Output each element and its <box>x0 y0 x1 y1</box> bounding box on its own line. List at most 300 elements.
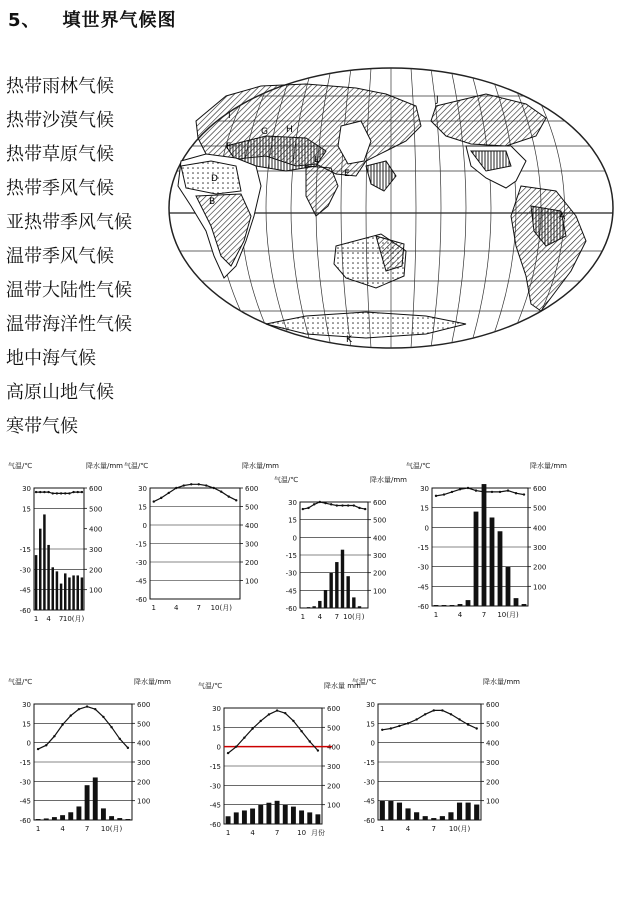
precip-bar <box>329 573 332 608</box>
climate-type-item: 热带雨林气候 <box>6 76 114 97</box>
x-tick-label: 4 <box>457 611 463 619</box>
temperature-point <box>102 716 104 718</box>
left-tick-label: -45 <box>19 586 31 595</box>
left-tick-label: 0 <box>370 739 375 748</box>
climate-chart-figure <box>350 672 520 842</box>
world-climate-map <box>166 66 616 351</box>
precip-bar <box>56 571 59 610</box>
right-tick-label: 500 <box>486 720 500 729</box>
right-tick-label: 300 <box>89 546 103 554</box>
temperature-point <box>268 713 270 715</box>
temperature-point <box>309 740 311 742</box>
x-tick-label: 7 <box>196 604 201 612</box>
x-tick-label: 1 <box>380 825 385 833</box>
temperature-point <box>499 491 501 493</box>
temperature-point <box>515 492 517 494</box>
precip-bar <box>39 529 42 610</box>
x-tick-label: 10(月) <box>210 604 232 612</box>
temperature-point <box>336 504 338 506</box>
x-tick-label: 1 <box>433 611 439 619</box>
map-label: A <box>559 212 566 222</box>
temperature-point <box>476 727 478 729</box>
temperature-point <box>220 491 222 493</box>
left-tick-label: 0 <box>292 534 297 543</box>
right-tick-label: 100 <box>327 801 341 810</box>
right-tick-label: 600 <box>327 705 341 713</box>
right-tick-label: 400 <box>486 739 500 748</box>
right-tick-label: 300 <box>245 540 259 549</box>
temperature-point <box>398 725 400 727</box>
precip-bar <box>388 801 393 820</box>
precip-bar <box>397 803 402 820</box>
left-tick-label: -15 <box>209 763 221 771</box>
climate-chart-3 <box>272 470 407 630</box>
precip-bar <box>352 597 355 608</box>
right-tick-label: 200 <box>486 778 500 787</box>
x-tick-label: 7 <box>274 829 280 837</box>
right-tick-label: 200 <box>533 563 547 572</box>
left-tick-label: -15 <box>135 540 147 549</box>
temperature-point <box>77 491 79 493</box>
left-tick-label: 15 <box>366 720 375 729</box>
left-tick-label: -45 <box>209 801 221 810</box>
x-tick-label: 4 <box>46 615 51 623</box>
temperature-point <box>475 489 477 491</box>
left-tick-label: -30 <box>209 782 221 791</box>
left-tick-label: 30 <box>22 485 31 493</box>
x-tick-label: 月份 <box>311 829 325 837</box>
precip-bar <box>341 550 344 608</box>
climate-chart-figure <box>272 470 407 630</box>
precip-bar <box>44 818 49 820</box>
temperature-point <box>153 500 155 502</box>
left-tick-label: -30 <box>19 778 31 787</box>
precip-bar <box>458 604 463 606</box>
temperature-point <box>78 708 80 710</box>
precip-bar <box>266 803 271 824</box>
climate-type-item: 地中海气候 <box>6 348 96 369</box>
precip-bar <box>258 805 263 824</box>
left-tick-label: 15 <box>288 516 297 525</box>
left-axis-title: 气温/℃ <box>8 462 33 470</box>
climate-chart-5 <box>6 672 171 842</box>
temperature-point <box>435 495 437 497</box>
precip-bar <box>60 815 65 820</box>
temperature-point <box>523 493 525 495</box>
right-tick-label: 100 <box>89 586 103 595</box>
section-heading: 填世界气候图 <box>62 10 177 31</box>
precip-bar <box>68 812 73 820</box>
left-tick-label: -60 <box>363 817 375 825</box>
temperature-point <box>467 723 469 725</box>
left-tick-label: 15 <box>138 503 147 512</box>
left-tick-label: 30 <box>288 499 297 507</box>
right-tick-label: 600 <box>533 485 547 493</box>
x-tick-label: 4 <box>174 604 179 612</box>
left-tick-label: -60 <box>135 596 147 604</box>
left-tick-label: -30 <box>135 559 147 567</box>
left-tick-label: -15 <box>19 759 31 767</box>
climate-chart-6 <box>196 676 361 846</box>
temperature-point <box>183 484 185 486</box>
temperature-point <box>424 713 426 715</box>
temperature-point <box>302 508 304 510</box>
precip-bar <box>76 806 81 820</box>
precip-bar <box>442 605 447 606</box>
temperature-point <box>56 492 58 494</box>
precip-bar <box>307 812 312 824</box>
precip-bar <box>301 607 304 608</box>
precip-bar <box>346 576 349 608</box>
precip-bar <box>522 604 527 606</box>
right-tick-label: 500 <box>373 516 387 525</box>
x-tick-label: 7 <box>431 825 437 833</box>
precip-bar <box>93 777 98 820</box>
x-tick-label: 10(月) <box>497 611 519 619</box>
temperature-point <box>319 501 321 503</box>
x-tick-label: 7 <box>58 615 64 623</box>
right-tick-label: 600 <box>245 485 259 493</box>
precip-bar <box>434 605 439 606</box>
left-axis-title: 气温/℃ <box>274 476 299 484</box>
climate-chart-figure <box>6 456 123 632</box>
left-tick-label: -30 <box>363 778 375 787</box>
left-axis-title: 气温/℃ <box>198 682 223 690</box>
climate-type-list <box>6 70 132 444</box>
left-tick-label: 15 <box>22 720 31 729</box>
temperature-point <box>68 492 70 494</box>
map-label: F <box>226 142 232 152</box>
temperature-point <box>228 495 230 497</box>
temperature-point <box>443 493 445 495</box>
right-tick-label: 400 <box>245 522 259 530</box>
right-tick-label: 200 <box>327 782 341 791</box>
world-map-figure <box>166 66 616 351</box>
right-tick-label: 400 <box>533 524 547 533</box>
temperature-point <box>483 491 485 493</box>
left-tick-label: -60 <box>285 605 297 613</box>
precip-bar <box>514 598 519 606</box>
precip-bar <box>466 803 471 820</box>
temperature-point <box>353 504 355 506</box>
temperature-point <box>60 492 62 494</box>
climate-type-item: 温带季风气候 <box>6 246 114 267</box>
temperature-point <box>175 487 177 489</box>
precip-bar <box>250 809 255 824</box>
temperature-point <box>407 722 409 724</box>
temperature-point <box>390 727 392 729</box>
climate-type-item: 温带大陆性气候 <box>6 280 132 301</box>
right-tick-label: 400 <box>89 525 103 534</box>
temperature-line <box>382 710 476 729</box>
temperature-point <box>260 720 262 722</box>
temperature-point <box>52 492 54 494</box>
precip-bar <box>474 805 479 820</box>
left-tick-label: -60 <box>19 817 31 825</box>
precip-bar <box>440 816 445 820</box>
temperature-point <box>292 720 294 722</box>
temperature-line <box>36 492 82 493</box>
left-tick-label: -45 <box>135 577 147 586</box>
temperature-point <box>324 502 326 504</box>
right-axis-title: 降水量/mm <box>134 678 171 686</box>
temperature-point <box>313 503 315 505</box>
left-axis-title: 气温/℃ <box>8 678 33 686</box>
temperature-point <box>330 503 332 505</box>
left-tick-label: 15 <box>420 504 429 513</box>
x-tick-label: 7 <box>334 613 340 621</box>
climate-type-item: 热带草原气候 <box>6 144 114 165</box>
temperature-point <box>441 709 443 711</box>
temperature-point <box>39 491 41 493</box>
left-tick-label: -60 <box>209 821 221 829</box>
temperature-point <box>45 744 47 746</box>
left-axis-title: 气温/℃ <box>406 462 431 470</box>
x-tick-label: 7 <box>481 611 487 619</box>
x-tick-label: 10(月) <box>343 613 365 621</box>
right-tick-label: 500 <box>245 503 259 512</box>
temperature-point <box>307 507 309 509</box>
x-tick-label: 1 <box>300 613 306 621</box>
temperature-point <box>251 727 253 729</box>
climate-type-item: 寒带气候 <box>6 416 78 437</box>
temperature-point <box>72 491 74 493</box>
left-tick-label: -60 <box>417 603 429 611</box>
temperature-point <box>300 730 302 732</box>
precip-bar <box>312 606 315 608</box>
precip-bar <box>423 816 428 820</box>
precip-bar <box>81 577 84 610</box>
temperature-point <box>235 745 237 747</box>
temperature-point <box>94 708 96 710</box>
temperature-point <box>364 508 366 510</box>
temperature-point <box>227 752 229 754</box>
right-tick-label: 100 <box>245 577 259 586</box>
temperature-point <box>127 747 129 749</box>
climate-type-item: 亚热带季风气候 <box>6 212 132 233</box>
climate-type-item: 温带海洋性气候 <box>6 314 132 335</box>
temperature-point <box>47 491 49 493</box>
right-tick-label: 500 <box>533 504 547 513</box>
temperature-point <box>160 497 162 499</box>
left-tick-label: -30 <box>417 563 429 572</box>
precip-bar <box>506 567 511 606</box>
right-tick-label: 300 <box>373 552 387 560</box>
precip-bar <box>498 531 503 606</box>
precip-bar <box>283 805 288 824</box>
temperature-point <box>213 487 215 489</box>
precip-bar <box>242 810 247 824</box>
precip-bar <box>47 545 50 610</box>
map-label: B <box>209 197 216 207</box>
climate-chart-figure <box>122 456 279 621</box>
temperature-point <box>347 504 349 506</box>
left-tick-label: 0 <box>424 524 429 533</box>
right-axis-title: 降水量/mm <box>86 462 123 470</box>
temperature-point <box>415 718 417 720</box>
precip-bar <box>52 817 57 820</box>
left-tick-label: -45 <box>363 797 375 806</box>
precip-bar <box>299 810 304 824</box>
left-tick-label: -45 <box>285 587 297 596</box>
left-tick-label: 15 <box>22 505 31 514</box>
precip-bar <box>358 606 361 608</box>
temperature-point <box>43 491 45 493</box>
left-tick-label: 0 <box>26 739 31 748</box>
precip-bar <box>52 567 55 610</box>
left-tick-label: -15 <box>285 552 297 560</box>
right-axis-title: 降水量/mm <box>483 678 520 686</box>
right-tick-label: 600 <box>486 701 500 709</box>
precip-bar <box>226 816 231 824</box>
left-tick-label: 30 <box>366 701 375 709</box>
right-tick-label: 600 <box>137 701 151 709</box>
climate-chart-7 <box>350 672 520 842</box>
right-tick-label: 600 <box>89 485 103 493</box>
left-axis-title: 气温/℃ <box>124 462 149 470</box>
right-axis-title: 降水量/mm <box>530 462 567 470</box>
precip-bar <box>363 607 366 608</box>
precip-bar <box>324 590 327 608</box>
precip-bar <box>474 512 479 606</box>
x-tick-label: 10(月) <box>62 615 85 623</box>
precip-bar <box>318 601 321 608</box>
x-tick-label: 7 <box>84 825 90 833</box>
precip-bar <box>117 818 122 820</box>
temperature-point <box>61 723 63 725</box>
left-tick-label: -15 <box>19 546 31 554</box>
right-tick-label: 400 <box>327 743 341 752</box>
precip-bar <box>380 801 385 820</box>
section-title <box>8 6 177 32</box>
section-number: 5、 <box>8 10 41 31</box>
right-axis-title: 降水量/mm <box>370 476 407 484</box>
x-tick-label: 1 <box>35 825 41 833</box>
map-label: K <box>346 335 352 345</box>
precip-bar <box>291 807 296 824</box>
precip-bar <box>457 803 462 820</box>
temperature-point <box>64 492 66 494</box>
map-label: D <box>211 174 218 184</box>
x-tick-label: 10(月) <box>100 825 123 833</box>
precip-bar <box>234 812 239 824</box>
left-tick-label: 30 <box>212 705 221 713</box>
climate-type-item: 热带沙漠气候 <box>6 110 114 131</box>
climate-type-item: 高原山地气候 <box>6 382 114 403</box>
temperature-point <box>459 488 461 490</box>
left-tick-label: 0 <box>142 522 147 530</box>
left-tick-label: -45 <box>417 583 429 592</box>
temperature-point <box>341 504 343 506</box>
temperature-point <box>35 491 37 493</box>
temperature-point <box>205 484 207 486</box>
left-tick-label: -15 <box>363 759 375 767</box>
temperature-point <box>491 491 493 493</box>
right-tick-label: 100 <box>533 583 547 592</box>
temperature-point <box>190 483 192 485</box>
precip-bar <box>109 816 114 820</box>
precip-bar <box>43 514 46 610</box>
map-label: G <box>261 127 268 137</box>
climate-chart-figure <box>6 672 171 842</box>
right-tick-label: 200 <box>137 778 151 787</box>
precip-bar <box>335 562 338 608</box>
map-label: L <box>314 155 320 165</box>
left-tick-label: 15 <box>212 724 221 733</box>
precip-bar <box>275 801 280 824</box>
map-label: J <box>436 95 439 105</box>
temperature-point <box>198 483 200 485</box>
climate-chart-1 <box>6 456 123 632</box>
precip-bar <box>448 812 453 820</box>
left-tick-label: 30 <box>22 701 31 709</box>
precip-bar <box>35 555 38 610</box>
temperature-point <box>507 489 509 491</box>
temperature-point <box>317 749 319 751</box>
right-tick-label: 100 <box>137 797 151 806</box>
climate-chart-2 <box>122 456 279 621</box>
temperature-point <box>450 713 452 715</box>
temperature-point <box>86 705 88 707</box>
temperature-point <box>37 748 39 750</box>
temperature-point <box>168 492 170 494</box>
precip-bar <box>101 808 106 820</box>
right-tick-label: 300 <box>486 759 500 767</box>
temperature-point <box>70 714 72 716</box>
left-axis-title: 气温/℃ <box>352 678 377 686</box>
precip-bar <box>414 812 419 820</box>
precip-bar <box>64 573 67 610</box>
x-tick-label: 1 <box>225 829 231 837</box>
precip-bar <box>68 577 71 610</box>
x-tick-label: 10(月) <box>448 825 471 833</box>
precip-bar <box>315 814 320 824</box>
temperature-point <box>243 736 245 738</box>
left-tick-label: -45 <box>19 797 31 806</box>
precip-bar <box>72 575 75 610</box>
right-tick-label: 300 <box>137 759 151 767</box>
right-tick-label: 200 <box>373 569 387 578</box>
map-label: H <box>286 125 293 135</box>
right-tick-label: 300 <box>533 544 547 552</box>
x-tick-label: 4 <box>60 825 65 833</box>
x-tick-label: 4 <box>405 825 411 833</box>
right-tick-label: 500 <box>327 724 341 733</box>
temperature-line <box>303 502 365 509</box>
left-tick-label: 30 <box>420 485 429 493</box>
temperature-point <box>284 712 286 714</box>
x-tick-label: 4 <box>317 613 323 621</box>
climate-type-item: 热带季风气候 <box>6 178 114 199</box>
right-axis-title: 降水量 mm <box>324 682 361 690</box>
precip-bar <box>307 607 310 608</box>
temperature-point <box>467 487 469 489</box>
map-label: I <box>228 111 231 121</box>
left-tick-label: -15 <box>417 544 429 552</box>
temperature-line <box>436 488 524 496</box>
precip-bar <box>490 518 495 607</box>
right-axis-title: 降水量/mm <box>242 462 279 470</box>
temperature-point <box>110 726 112 728</box>
precip-bar <box>125 819 130 820</box>
precip-bar <box>482 484 487 606</box>
right-tick-label: 400 <box>373 534 387 543</box>
left-tick-label: -30 <box>19 566 31 575</box>
temperature-point <box>119 738 121 740</box>
right-tick-label: 100 <box>486 797 500 806</box>
x-tick-label: 4 <box>250 829 255 837</box>
x-tick-label: 10 <box>297 829 307 837</box>
